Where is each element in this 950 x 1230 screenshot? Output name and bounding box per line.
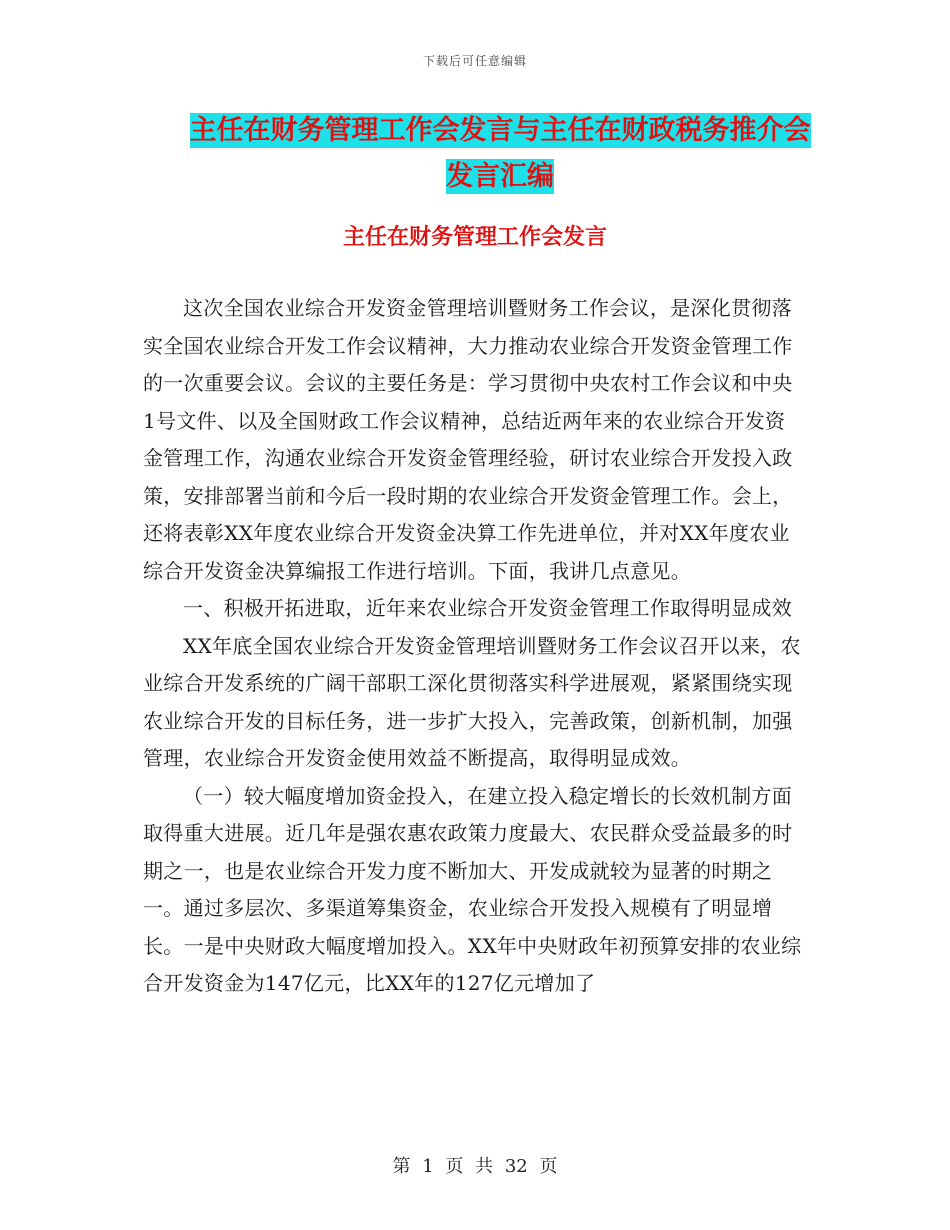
section-title: 主任在财务管理工作会发言 (342, 225, 607, 250)
main-title-line1: 主任在财务管理工作会发言与主任在财政税务推介会 (189, 115, 811, 146)
body-text (143, 290, 803, 1003)
header-note: 下载后可任意编辑 (422, 54, 527, 68)
paragraph: 这次全国农业综合开发资金管理培训暨财务工作会议，是深化贯彻落实全国农业综合开发工作会议精神，大力推动农业综合开发资金管理工作的一次重要会议。会议的主要任务是：学习贯彻中央农村工作会议和中央1号文件、以及全国财政工作会议精神，总结近两年来的农业综合开发资金管理工作，沟通农业综合开发资金管理经验，研讨农业综合开发投入政策，安排部署当前和今后一段时期的农业综合开发资金管理工作。会上，还将表彰XX年度农业综合开发资金决算工作先进单位，并对XX年度农业综合开发资金决算编报工作进行培训。下面，我讲几点意见。 (143, 296, 793, 583)
page-footer: 第 1 页 共 32 页 (392, 1156, 558, 1177)
paragraph: XX年底全国农业综合开发资金管理培训暨财务工作会议召开以来，农业综合开发系统的广阔干部职工深化贯彻落实科学进展观，紧紧围绕实现农业综合开发的目标任务，进一步扩大投入，完善政策，创新机制，加强管理，农业综合开发资金使用效益不断提高，取得明显成效。 (143, 633, 801, 770)
paragraph: 一、积极开拓进取，近年来农业综合开发资金管理工作取得明显成效 (183, 596, 792, 620)
main-title (140, 108, 860, 200)
main-title-line2: 发言汇编 (446, 161, 554, 192)
paragraph: （一）较大幅度增加资金投入，在建立投入稳定增长的长效机制方面取得重大进展。近几年是强农惠农政策力度最大、农民群众受益最多的时期之一，也是农业综合开发力度不断加大、开发成就较为显著的时期之一。通过多层次、多渠道筹集资金，农业综合开发投入规模有了明显增长。一是中央财政大幅度增加投入。XX年中央财政年初预算安排的农业综合开发资金为147亿元，比XX年的127亿元增加了 (143, 783, 802, 995)
